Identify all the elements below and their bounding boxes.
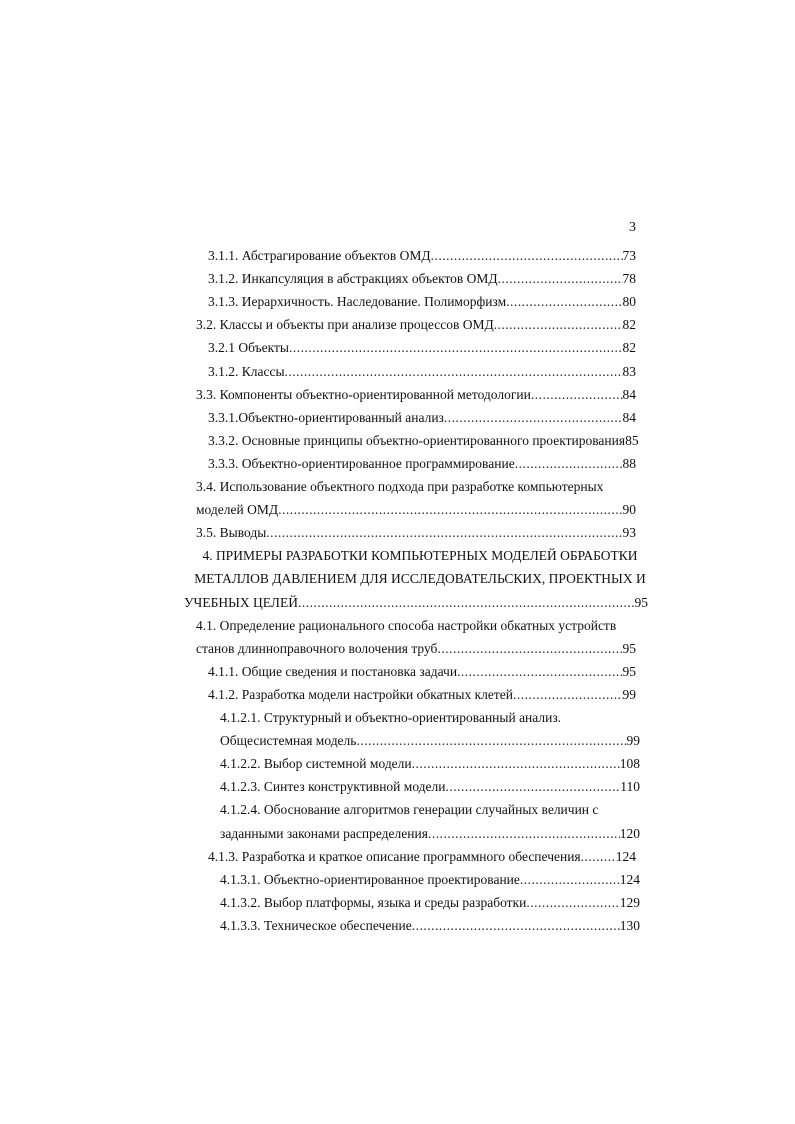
chapter-title: МЕТАЛЛОВ ДАВЛЕНИЕМ ДЛЯ ИССЛЕДОВАТЕЛЬСКИХ, ПРОЕКТНЫХ И: [194, 571, 646, 587]
toc-entry: [208, 683, 636, 706]
toc-leader: [356, 729, 626, 752]
toc-entry-title: 4.1.2.2. Выбор системной модели: [220, 756, 412, 772]
toc-entry-title: 3.3.1.Объектно-ориентированный анализ: [208, 409, 444, 425]
toc-entry: [208, 244, 636, 267]
toc-leader: [526, 891, 619, 914]
toc-entry-title: 3.5. Выводы: [196, 525, 267, 541]
toc-entry-title-cont: моделей ОМД: [196, 502, 279, 518]
toc-leader: [457, 660, 622, 683]
toc-entry-page: 83: [622, 363, 636, 379]
toc-entry-page: 88: [622, 455, 636, 471]
toc-leader: [289, 336, 623, 359]
toc-entry-title: 3.2. Классы и объекты при анализе процессов ОМД: [196, 317, 494, 333]
toc-entry-page: 82: [622, 340, 636, 356]
toc-entry: [208, 429, 639, 452]
toc-leader: [513, 683, 623, 706]
toc-entry-title-cont: заданными законами распределения: [220, 825, 428, 841]
toc-leader: [437, 637, 622, 660]
toc-leader: [428, 822, 620, 845]
toc-entry-page: 124: [615, 848, 636, 864]
toc-entry: [208, 290, 636, 313]
toc-entry-page: 85: [625, 432, 639, 448]
toc-entry: [208, 267, 636, 290]
chapter-title: 4. ПРИМЕРЫ РАЗРАБОТКИ КОМПЬЮТЕРНЫХ МОДЕЛЕЙ ОБРАБОТКИ: [202, 548, 638, 564]
toc-leader: [446, 775, 621, 798]
toc-entry-page: 95: [622, 640, 636, 656]
toc-entry: [220, 914, 640, 937]
toc-entry-page: 99: [626, 733, 640, 749]
toc-entry-title: 4.1.3.3. Техническое обеспечение: [220, 917, 412, 933]
chapter-title: УЧЕБНЫХ ЦЕЛЕЙ: [184, 594, 298, 610]
toc-entry: [184, 591, 648, 614]
toc-entry-page: 93: [622, 525, 636, 541]
toc-leader: [515, 452, 623, 475]
toc-entry-title: 3.1.2. Классы: [208, 363, 285, 379]
toc-entry-page: 73: [622, 248, 636, 263]
toc-leader: [412, 914, 620, 937]
toc-entry-page: 120: [619, 825, 640, 841]
toc-leader: [498, 267, 623, 290]
toc-entry-page: 78: [622, 271, 636, 287]
toc-leader: [506, 290, 622, 313]
toc-leader: [278, 498, 622, 521]
toc-entry-title: 4.1. Определение рационального способа настройки обкатных устройств: [196, 617, 617, 633]
toc-entry-title: 4.1.2.1. Структурный и объектно-ориентированный анализ.: [220, 710, 562, 725]
toc-entry-title: 4.1.3.1. Объектно-ориентированное проектирование: [220, 871, 520, 887]
toc-leader: [444, 406, 623, 429]
toc-entry: [208, 336, 636, 359]
toc-leader: [298, 591, 635, 614]
toc-entry-title: 3.1.1. Абстрагирование объектов ОМД: [208, 248, 431, 263]
toc-entry-page: 90: [622, 502, 636, 518]
toc-entry-page: 95: [634, 594, 648, 610]
toc-entry-page: 84: [622, 409, 636, 425]
toc-leader: [266, 521, 622, 544]
toc-entry-title: 3.4. Использование объектного подхода при разработке компьютерных: [196, 479, 604, 494]
toc-entry: [220, 868, 640, 891]
toc-entry-page: 82: [622, 317, 636, 333]
toc-entry-title: 3.1.2. Инкапсуляция в абстракциях объектов ОМД: [208, 271, 498, 287]
toc-entry-title: 3.3.3. Объектно-ориентированное программирование: [208, 455, 515, 471]
toc-entry-title: 4.1.3.2. Выбор платформы, языка и среды разработки: [220, 894, 527, 910]
toc-entry-title: 4.1.2.4. Обоснование алгоритмов генерации случайных величин с: [220, 802, 599, 818]
toc-entry-title-cont: Общесистемная модель: [220, 733, 357, 749]
toc-entry-title: 4.1.1. Общие сведения и постановка задачи: [208, 663, 458, 679]
toc-leader: [412, 752, 620, 775]
toc-entry: [208, 406, 636, 429]
toc-entry-title: 4.1.3. Разработка и краткое описание программного обеспечения: [208, 848, 581, 864]
toc-entry-page: 95: [622, 663, 636, 679]
toc-entry-title: 3.2.1 Объекты: [208, 340, 289, 356]
toc-entry: [220, 752, 640, 775]
toc-entry: [196, 637, 636, 660]
toc-entry: [196, 383, 636, 406]
toc-entry: [220, 775, 640, 798]
toc-leader: [285, 360, 623, 383]
toc-entry-page: 110: [620, 779, 640, 795]
toc-leader: [431, 244, 623, 267]
page-number: 3: [629, 220, 636, 235]
toc-entry-page: 129: [619, 894, 640, 910]
toc-entry: [196, 313, 636, 336]
toc-entry-page: 130: [619, 917, 640, 933]
toc-entry: [208, 452, 636, 475]
toc-entry-title: 3.3. Компоненты объектно-ориентированной методологии: [196, 386, 531, 402]
toc-entry: [220, 822, 640, 845]
toc-entry: [208, 660, 636, 683]
toc-entry: [196, 498, 636, 521]
toc-leader: [531, 383, 623, 406]
toc-leader: [581, 845, 616, 868]
toc-entry-title: 3.3.2. Основные принципы объектно-ориентированного проектирования: [208, 432, 626, 448]
toc-entry-page: 108: [619, 756, 640, 772]
toc-leader: [520, 868, 620, 891]
toc-entry: [208, 845, 636, 868]
toc-entry-title: 4.1.2. Разработка модели настройки обкатных клетей: [208, 686, 513, 702]
toc-leader: [494, 313, 623, 336]
toc-entry-page: 80: [622, 294, 636, 310]
toc-entry-page: 124: [619, 871, 640, 887]
toc-entry-title: 3.1.3. Иерархичность. Наследование. Полиморфизм: [208, 294, 507, 310]
toc-entry: [196, 521, 636, 544]
toc-entry-page: 99: [622, 686, 636, 702]
toc-entry-page: 84: [622, 386, 636, 402]
toc-entry: [220, 891, 640, 914]
toc-entry-title: 4.1.2.3. Синтез конструктивной модели: [220, 779, 446, 795]
toc-entry-title-cont: станов длинноправочного волочения труб: [196, 640, 438, 656]
toc-entry: [220, 729, 640, 752]
toc-entry: [208, 360, 636, 383]
